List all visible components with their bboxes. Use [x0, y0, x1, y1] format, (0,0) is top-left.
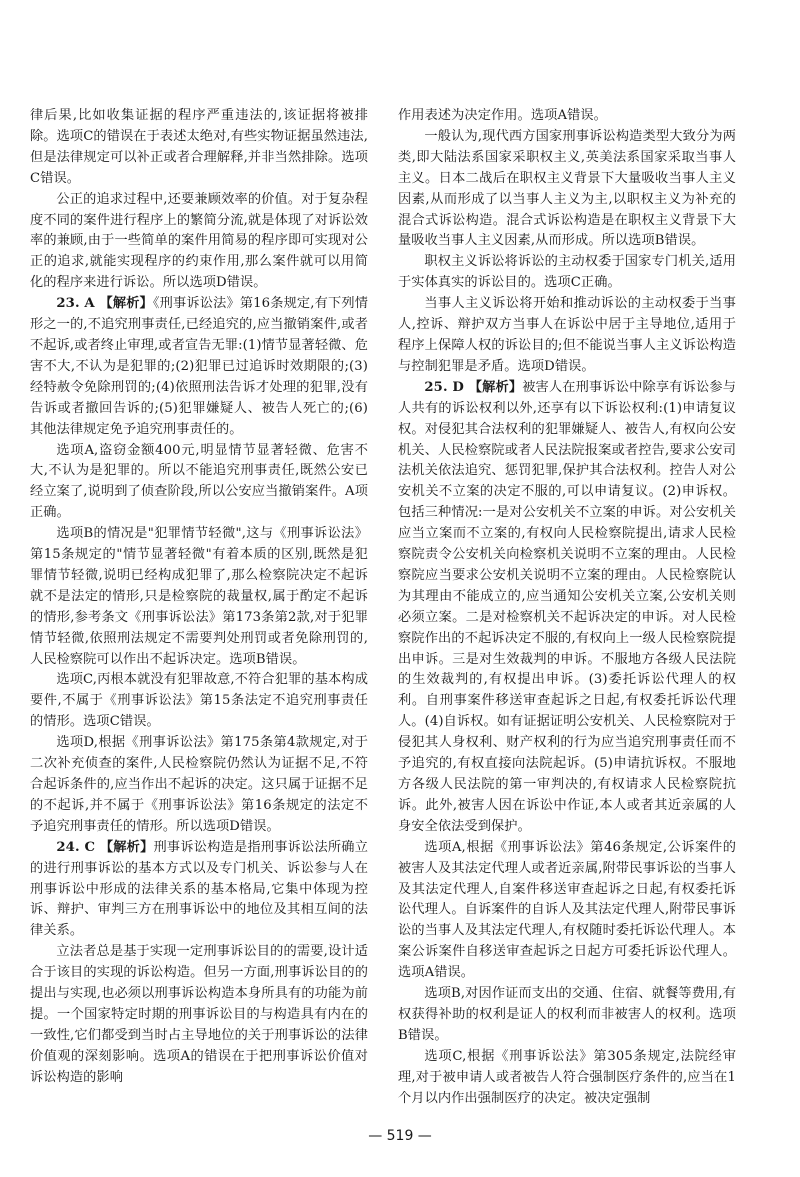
paragraph-text: 一般认为,现代西方国家刑事诉讼构造类型大致分为两类,即大陆法系国家采职权主义,英美法系国家采取当事人主义。日本二战后在职权主义背景下大量吸收当事人主义因素,从而形成了以当事人主义为主,以职权主义为补充的混合式诉讼构造。混合式诉讼构造是在职权主义背景下大量吸收当事人主义因素,从而形成。所以选项B错误。: [398, 128, 736, 249]
paragraph: [30, 190, 368, 295]
paragraph-text: 选项C,根据《刑事诉讼法》第305条规定,法院经审理,对于被申请人或者被告人符合强制医疗条件的,应当在1个月以内作出强制医疗的决定。被决定强制: [398, 1048, 736, 1106]
paragraph: [30, 106, 368, 190]
paragraph-text: 律后果,比如收集证据的程序严重违法的,该证据将被排除。选项C的错误在于表述太绝对,有些实物证据虽然违法,但是法律规定可以补正或者合理解释,并非当然排除。选项C错误。: [30, 108, 368, 186]
paragraph: [398, 984, 736, 1047]
paragraph: [30, 733, 368, 838]
paragraph-text: 选项A,盗窃金额400元,明显情节显著轻微、危害不大,不认为是犯罪的。所以不能追究刑事责任,既然公安已经立案了,说明到了侦查阶段,所以公安应当撤销案件。A项正确。: [30, 442, 368, 521]
paragraph-text: 被害人在刑事诉讼中除享有诉讼参与人共有的诉讼权利以外,还享有以下诉讼权利:(1)申请复议权。对侵犯其合法权利的犯罪嫌疑人、被告人,有权向公安机关、人民检察院或者人民法院报案或者控告,要求公安司法机关依法追究、惩罚犯罪,保护其合法权利。控告人对公安机关不立案的决定不服的,可以申请复议。(2)申诉权。包括三种情况:一是对公安机关不立案的申诉。对公安机关应当立案而不立案的,有权向人民检察院提出,请求人民检察院责令公安机关向检察机关说明不立案的理由。人民检察院应当要求公安机关说明不立案的理由。人民检察院认为其理由不能成立的,应当通知公安机关立案,公安机关则必须立案。二是对检察机关不起诉决定的申诉。对人民检察院作出的不起诉决定不服的,有权向上一级人民检察院提出申诉。三是对生效裁判的申诉。不服地方各级人民法院的生效裁判的,有权提出申诉。(3)委托诉讼代理人的权利。自刑事案件移送审查起诉之日起,有权委托诉讼代理人。(4)自诉权。如有证据证明公安机关、人民检察院对于侵犯其人身权利、财产权利的行为应当追究刑事责任而不予追究的,有权直接向法院起诉。(5)申请抗诉权。不服地方各级人民法院的第一审判决的,有权请求人民检察院抗诉。此外,被害人因在诉讼中作证,本人或者其近亲属的人身安全依法受到保护。: [398, 379, 736, 834]
paragraph-text: 作用表述为决定作用。选项A错误。: [398, 108, 607, 123]
answer-label: 25. D 【解析】: [424, 379, 523, 395]
paragraph: [30, 441, 368, 525]
paragraph-text: 选项D,根据《刑事诉讼法》第175条第4款规定,对于二次补充侦查的案件,人民检察院仍然认为证据不足,不符合起诉条件的,应当作出不起诉的决定。这只属于证据不足的不起诉,并不属于《刑事诉讼法》第16条规定的法定不予追究刑事责任的情形。所以选项D错误。: [30, 735, 368, 834]
paragraph-text: 公正的追求过程中,还要兼顾效率的价值。对于复杂程度不同的案件进行程序上的繁简分流,就是体现了对诉讼效率的兼顾,由于一些简单的案件用简易的程序即可实现对公正的追求,就能实现程序的约束作用,那么案件就可以用简化的程序来进行诉讼。所以选项D错误。: [30, 191, 368, 291]
paragraph-text: 选项B的情况是"犯罪情节轻微",这与《刑事诉讼法》第15条规定的"情节显著轻微"有着本质的区别,既然是犯罪情节轻微,说明已经构成犯罪了,那么检察院决定不起诉就不是法定的情形,只是检察院的裁量权,属于酌定不起诉的情形,参考条文《刑事诉讼法》第173条第2款,对于犯罪情节轻微,依照刑法规定不需要判处刑罚或者免除刑罚的,人民检察院可以作出不起诉决定。选项B错误。: [30, 526, 368, 667]
paragraph: [398, 838, 736, 984]
paragraph: [398, 127, 736, 252]
paragraph: [30, 942, 368, 1088]
paragraph-text: 刑事诉讼构造是指刑事诉讼法所确立的进行刑事诉讼的基本方式以及专门机关、诉讼参与人在刑事诉讼中形成的法律关系的基本格局,它集中体现为控诉、辩护、审判三方在刑事诉讼中的地位及其相互间的法律关系。: [30, 839, 368, 939]
paragraph: [398, 294, 736, 378]
paragraph: [398, 106, 736, 127]
paragraph-text: 选项A,根据《刑事诉讼法》第46条规定,公诉案件的被害人及其法定代理人或者近亲属,附带民事诉讼的当事人及其法定代理人,自案件移送审查起诉之日起,有权委托诉讼代理人。自诉案件的自诉人及其法定代理人,附带民事诉讼的当事人及其法定代理人,有权随时委托诉讼代理人。本案公诉案件自移送审查起诉之日起方可委托诉讼代理人。选项A错误。: [398, 839, 736, 981]
paragraph: [398, 252, 736, 294]
paragraph-text: 当事人主义诉讼将开始和推动诉讼的主动权委于当事人,控诉、辩护双方当事人在诉讼中居于主导地位,适用于程序上保障人权的诉讼目的;但不能说当事人主义诉讼构造与控制犯罪是矛盾。选项D错误。: [398, 296, 736, 374]
paragraph-text: 立法者总是基于实现一定刑事诉讼目的的需要,设计适合于该目的实现的诉讼构造。但另一方面,刑事诉讼目的的提出与实现,也必须以刑事诉讼构造本身所具有的功能为前提。一个国家特定时期的刑事诉讼目的与构造具有内在的一致性,它们都受到当时占主导地位的关于刑事诉讼的法律价值观的深刻影响。选项A的错误在于把刑事诉讼价值对诉讼构造的影响: [30, 944, 368, 1085]
right-text-column: [398, 106, 736, 1110]
left-text-column: [30, 106, 368, 1089]
paragraph: [30, 524, 368, 670]
paragraph: [30, 838, 368, 943]
paragraph-text: 《刑事诉讼法》第16条规定,有下列情形之一的,不追究刑事责任,已经追究的,应当撤销案件,或者不起诉,或者终止审理,或者宣告无罪:(1)情节显著轻微、危害不大,不认为是犯罪的;(2)犯罪已过追诉时效期限的;(3)经特赦令免除刑罚的;(4)依照刑法告诉才处理的犯罪,没有告诉或者撤回告诉的;(5)犯罪嫌疑人、被告人死亡的;(6)其他法律规定免予追究刑事责任的。: [30, 296, 369, 437]
paragraph-text: 选项B,对因作证而支出的交通、住宿、就餐等费用,有权获得补助的权利是证人的权利而非被害人的权利。选项B错误。: [398, 986, 736, 1043]
paragraph: [398, 378, 736, 838]
paragraph-text: 职权主义诉讼将诉讼的主动权委于国家专门机关,适用于实体真实的诉讼目的。选项C正确。: [398, 254, 736, 291]
paragraph: [30, 294, 368, 440]
answer-label: 23. A 【解析】: [56, 296, 153, 312]
paragraph: [398, 1047, 736, 1110]
answer-label: 24. C 【解析】: [56, 839, 154, 855]
paragraph-text: 选项C,丙根本就没有犯罪故意,不符合犯罪的基本构成要件,不属于《刑事诉讼法》第15条法定不追究刑事责任的情形。选项C错误。: [30, 672, 368, 730]
page-number: — 519 —: [368, 1128, 432, 1144]
paragraph: [30, 670, 368, 733]
